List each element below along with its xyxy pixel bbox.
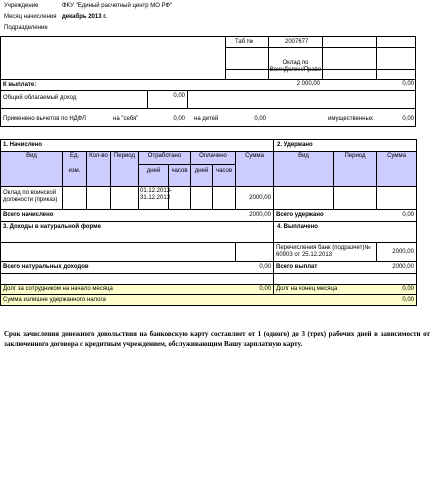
property-label: имущественных — [328, 116, 373, 122]
col-paid-days: дней — [194, 168, 209, 174]
accrued-row-sum: 2000,00 — [249, 195, 271, 201]
withheld-title: 2. Удержано — [277, 142, 313, 148]
total-income-label: Общий облагаемый доход — [3, 95, 77, 101]
payment-note: Срок зачисления денежного довольствия на банковскую карту составляет от 1 (одного) до 3 (трех) рабочих дней в зависимости от заключенного договора с кредитным учреждением, обслуживающим Вашу зарплатную карту. — [4, 330, 430, 349]
tax-overpaid-value: 0,00 — [402, 297, 414, 303]
to-pay-label: К выплате: — [3, 82, 37, 88]
month-label: Месяц начисления — [4, 14, 57, 20]
children-label: на детей — [194, 116, 219, 122]
department-label: Подразделение — [4, 25, 48, 31]
deductions-label: Применено вычетов по НДФЛ — [3, 116, 86, 122]
month-value: декабрь 2013 г. — [62, 14, 107, 20]
paid-out-title: 4. Выплачено — [277, 224, 318, 230]
col-type: Вид — [26, 153, 37, 159]
children-value: 0,00 — [254, 116, 266, 122]
col-worked: Отработано — [147, 153, 182, 159]
tax-overpaid-label: Сумма излишне удержанного налога — [3, 297, 106, 303]
accrued-title: 1. Начислено — [3, 142, 43, 148]
tab-label: Таб № — [235, 39, 254, 45]
col-period: Период — [113, 153, 136, 159]
withheld-col-sum: Сумма — [387, 153, 406, 159]
accrued-total-value: 2000,00 — [249, 212, 271, 218]
salary-header: Оклад по ВоинДолжн/Праве — [269, 60, 322, 73]
tab-value: 2007677 — [285, 39, 309, 45]
property-value: 0,00 — [402, 116, 414, 122]
withheld-total-label: Всего удержано — [276, 212, 324, 218]
col-unit-2: изм. — [68, 168, 81, 174]
paid-out-row-type: Перечисления банк (подразчет)№ 60903 от 25.12.2013 — [276, 245, 371, 258]
total-income-value: 0,00 — [173, 93, 185, 99]
paid-out-row-sum: 2000,00 — [392, 249, 414, 255]
col-qty: Кол-во — [89, 153, 108, 159]
col-paid-hours: часов — [215, 168, 233, 174]
col-sum: Сумма — [245, 153, 264, 159]
col-worked-days: дней — [146, 168, 161, 174]
paid-out-total-label: Всего выплат — [276, 264, 318, 270]
accrued-row-period: 01.12.2013-31.12.2013 — [140, 188, 173, 201]
withheld-total-value: 0,00 — [402, 212, 414, 218]
salary-value: 2 000,00 — [296, 81, 320, 87]
col-worked-hours: часов — [171, 168, 188, 174]
accrued-total-label: Всего начислено — [3, 212, 54, 218]
institution-value: ФКУ "Единый расчетный центр МО РФ" — [62, 3, 173, 9]
debt-start-value: 0,00 — [259, 286, 271, 292]
debt-end-label: Долг на конец месяца — [276, 286, 338, 292]
col-unit: Ед. — [69, 153, 80, 159]
debt-start-label: Долг за сотрудником на начало месяца — [3, 286, 113, 292]
self-value: 0,00 — [173, 116, 185, 122]
paid-out-total-value: 2000,00 — [392, 264, 414, 270]
withheld-col-period: Период — [344, 153, 366, 159]
withheld-col-type: Вид — [298, 153, 309, 159]
in-kind-title: 3. Доходы в натуральной форме — [3, 224, 101, 230]
in-kind-total-label: Всего натуральных доходов — [3, 264, 89, 270]
col-paid: Оплачено — [199, 153, 227, 159]
accrued-row-type: Оклад по воинской должности (приказ) — [3, 190, 58, 203]
institution-label: Учреждение — [4, 3, 39, 9]
extra-value: 0,00 — [402, 81, 414, 87]
in-kind-total-value: 0,00 — [259, 264, 271, 270]
debt-end-value: 0,00 — [402, 286, 414, 292]
self-label: на "себя" — [113, 116, 139, 122]
